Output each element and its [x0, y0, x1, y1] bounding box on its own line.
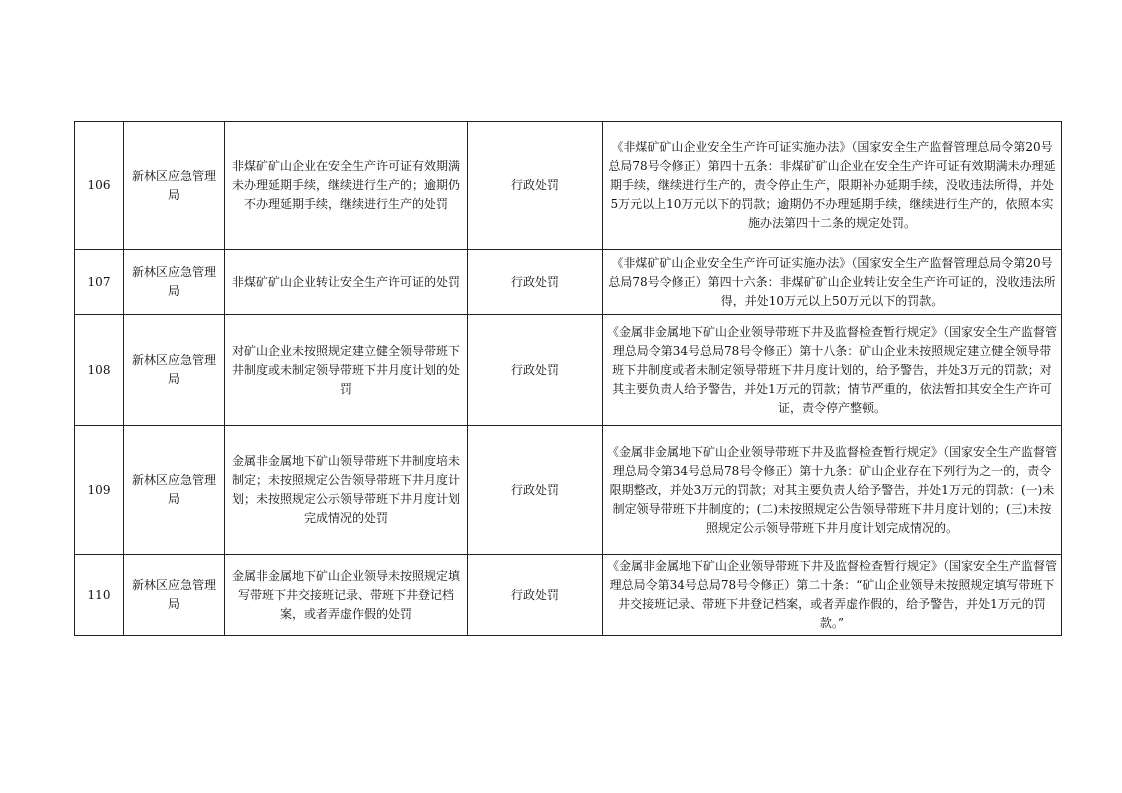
basis-cell: 《非煤矿矿山企业安全生产许可证实施办法》（国家安全生产监督管理总局令第20号总局78号令修正）第四十五条：非煤矿矿山企业在安全生产许可证有效期满未办理延期手续，继续进行生产的，责令停止生产，限期补办延期手续，没收违法所得，并处5万元以上10万元以下的罚款；逾期仍不办理延期手续，继续进行生产的，依照本实施办法第四十二条的规定处罚。 [603, 122, 1062, 250]
table-row [75, 555, 1062, 636]
item-cell: 金属非金属地下矿山企业领导未按照规定填写带班下井交接班记录、带班下井登记档案，或者弄虚作假的处罚 [225, 555, 468, 636]
basis-cell: 《金属非金属地下矿山企业领导带班下井及监督检查暂行规定》（国家安全生产监督管理总局令第34号总局78号令修正）第二十条：“矿山企业领导未按照规定填写带班下井交接班记录、带班下井登记档案，或者弄虚作假的，给予警告，并处1万元的罚款。” [603, 555, 1062, 636]
penalty-table [74, 121, 1062, 636]
basis-cell: 《金属非金属地下矿山企业领导带班下井及监督检查暂行规定》（国家安全生产监督管理总局令第34号总局78号令修正）第十九条：矿山企业存在下列行为之一的，责令限期整改，并处3万元的罚款；对其主要负责人给予警告，并处1万元的罚款：(一)未制定领导带班下井制度的；(二)未按照规定公告领导带班下井月度计划的；(三)未按照规定公示领导带班下井月度计划完成情况的。 [603, 426, 1062, 555]
row-number: 108 [75, 315, 124, 426]
type-cell: 行政处罚 [468, 250, 603, 315]
item-cell: 非煤矿矿山企业转让安全生产许可证的处罚 [225, 250, 468, 315]
department-cell: 新林区应急管理局 [124, 250, 225, 315]
table-row [75, 122, 1062, 250]
type-cell: 行政处罚 [468, 315, 603, 426]
row-number: 110 [75, 555, 124, 636]
item-cell: 对矿山企业未按照规定建立健全领导带班下井制度或未制定领导带班下井月度计划的处罚 [225, 315, 468, 426]
item-cell: 金属非金属地下矿山领导带班下井制度培未制定；未按照规定公告领导带班下井月度计划；未按照规定公示领导带班下井月度计划完成情况的处罚 [225, 426, 468, 555]
department-cell: 新林区应急管理局 [124, 315, 225, 426]
item-cell: 非煤矿矿山企业在安全生产许可证有效期满未办理延期手续，继续进行生产的；逾期仍不办理延期手续，继续进行生产的处罚 [225, 122, 468, 250]
table-row [75, 315, 1062, 426]
department-cell: 新林区应急管理局 [124, 555, 225, 636]
department-cell: 新林区应急管理局 [124, 426, 225, 555]
table-row [75, 250, 1062, 315]
basis-cell: 《金属非金属地下矿山企业领导带班下井及监督检查暂行规定》（国家安全生产监督管理总局令第34号总局78号令修正）第十八条：矿山企业未按照规定建立健全领导带班下井制度或者未制定领导带班下井月度计划的，给予警告，并处3万元的罚款；对其主要负责人给予警告，并处1万元的罚款；情节严重的，依法暂扣其安全生产许可证，责令停产整顿。 [603, 315, 1062, 426]
department-cell: 新林区应急管理局 [124, 122, 225, 250]
row-number: 107 [75, 250, 124, 315]
row-number: 109 [75, 426, 124, 555]
table-row [75, 426, 1062, 555]
basis-cell: 《非煤矿矿山企业安全生产许可证实施办法》（国家安全生产监督管理总局令第20号总局78号令修正）第四十六条：非煤矿矿山企业转让安全生产许可证的，没收违法所得，并处10万元以上50万元以下的罚款。 [603, 250, 1062, 315]
type-cell: 行政处罚 [468, 122, 603, 250]
type-cell: 行政处罚 [468, 426, 603, 555]
row-number: 106 [75, 122, 124, 250]
type-cell: 行政处罚 [468, 555, 603, 636]
